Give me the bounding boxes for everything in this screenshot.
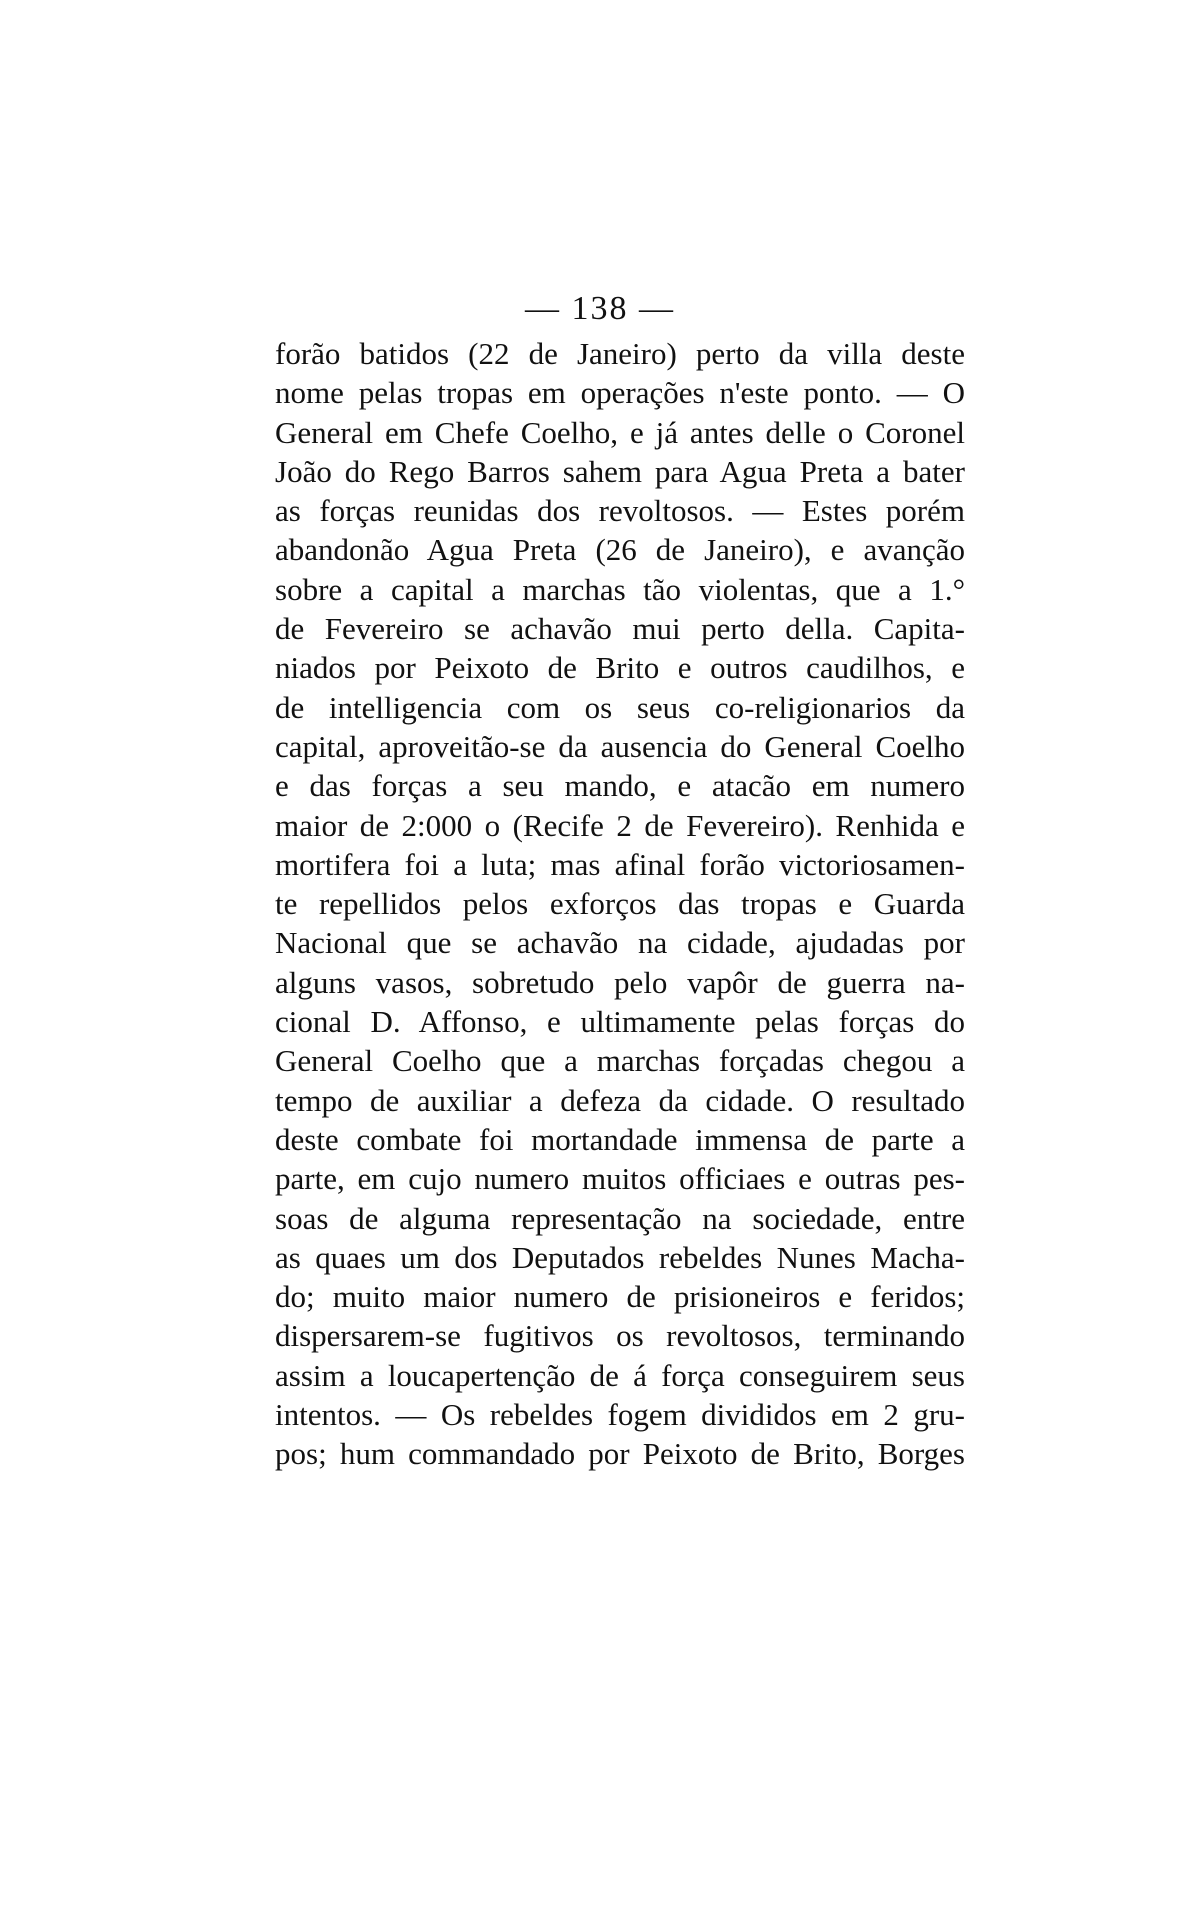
text-line: Nacional que se achavão na cidade, ajudadas por [275,925,965,961]
text-line: niados por Peixoto de Brito e outros caudilhos, e [275,650,965,686]
text-line: assim a loucapertenção de á força conseguirem seus [275,1357,965,1393]
text-line: nome pelas tropas em operações n'este ponto. — O [275,375,965,411]
text-line: tempo de auxiliar a defeza da cidade. O resultado [275,1082,965,1118]
text-line: de intelligencia com os seus co-religionarios da [275,689,965,725]
text-line: do; muito maior numero de prisioneiros e feridos; [275,1279,965,1315]
text-line: intentos. — Os rebeldes fogem divididos em 2 gru- [275,1397,965,1433]
text-line: maior de 2:000 o (Recife 2 de Fevereiro). Renhida e [275,807,965,843]
text-line: deste combate foi mortandade immensa de parte a [275,1121,965,1157]
text-line: de Fevereiro se achavão mui perto della. Capita- [275,611,965,647]
text-line: cional D. Affonso, e ultimamente pelas forças do [275,1004,965,1040]
text-line: parte, em cujo numero muitos officiaes e outras pes- [275,1161,965,1197]
text-line: capital, aproveitão-se da ausencia do General Coelho [275,728,965,764]
page-number: — 138 — [525,290,675,327]
body-text [275,334,965,1474]
text-line: dispersarem-se fugitivos os revoltosos, terminando [275,1318,965,1354]
text-line: João do Rego Barros sahem para Agua Preta a bater [275,453,965,489]
text-line: pos; hum commandado por Peixoto de Brito, Borges [275,1436,965,1472]
text-line: forão batidos (22 de Janeiro) perto da villa deste [275,336,965,371]
text-line: alguns vasos, sobretudo pelo vapôr de guerra na- [275,964,965,1000]
text-line: General Coelho que a marchas forçadas chegou a [275,1043,965,1079]
text-line: mortifera foi a luta; mas afinal forão victoriosamen- [275,846,965,882]
text-line: as quaes um dos Deputados rebeldes Nunes Macha- [275,1239,965,1275]
text-line: soas de alguma representação na sociedade, entre [275,1200,965,1236]
text-line: General em Chefe Coelho, e já antes delle o Coronel [275,414,965,450]
text-line: sobre a capital a marchas tão violentas, que a 1.° [275,571,965,607]
text-line: as forças reunidas dos revoltosos. — Estes porém [275,493,965,529]
text-line: te repellidos pelos exforços das tropas e Guarda [275,886,965,922]
text-line: e das forças a seu mando, e atacão em numero [275,768,965,804]
text-line: abandonão Agua Preta (26 de Janeiro), e avanção [275,532,965,568]
